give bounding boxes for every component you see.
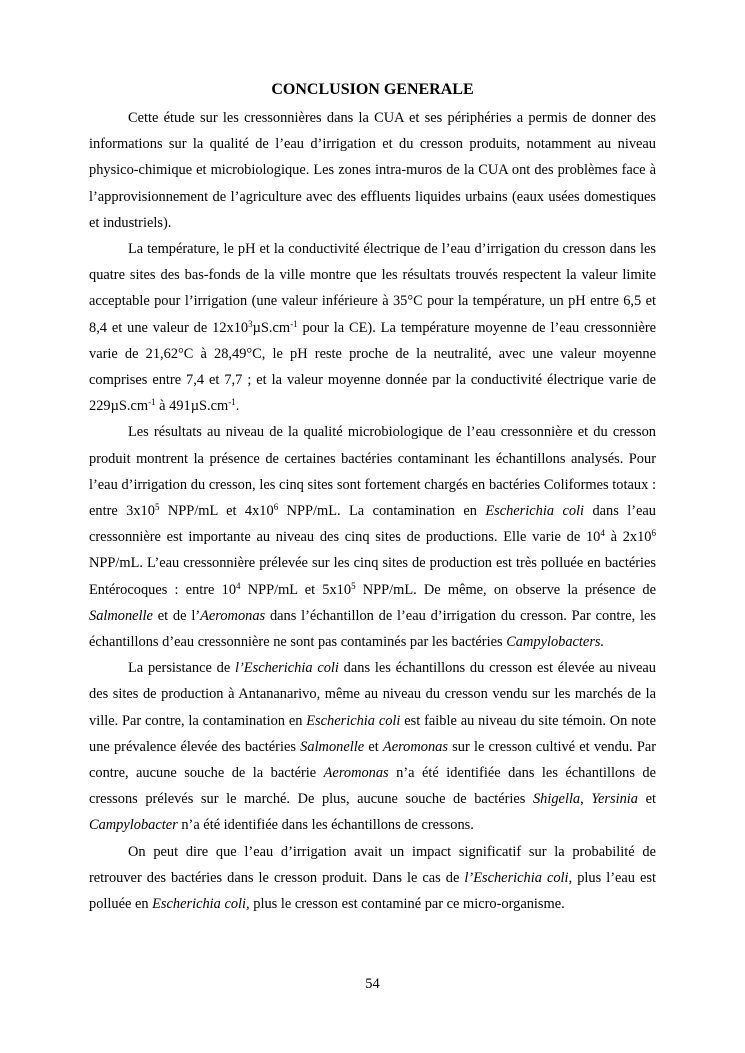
p3-superscript-4: 6 <box>651 528 656 539</box>
p2-superscript-2: -1 <box>290 318 298 329</box>
p3-italic-4: Campylobacters. <box>506 634 605 651</box>
p3-text-7: NPP/mL et 5x10 <box>240 581 352 598</box>
p3-superscript-3: 4 <box>600 528 605 539</box>
p4-italic-4: Aeromonas <box>382 738 448 755</box>
page-number: 54 <box>365 976 380 992</box>
p3-text-8: NPP/mL. De même, on observe la présence de <box>355 581 656 598</box>
conclusion-body <box>89 105 656 917</box>
p3-text-2: NPP/mL et 4x10 <box>159 503 274 520</box>
p3-superscript-5: 4 <box>236 580 241 591</box>
p3-text-9: et de l’ <box>152 607 201 624</box>
p5-italic-2: Escherichia coli, <box>152 896 250 913</box>
p2-text-2: µS.cm <box>252 319 291 336</box>
p1-text: Cette étude sur les cressonnières dans la CUA et ses périphéries a permis de donner des informations sur la qualité de l’eau d’irrigation et du cresson produits, notamment au niveau physico-chimique et microbiologique. Les zones intra-muros de la CUA ont des problèmes face à l’approvisionnement de l’agriculture avec des effluents liquides urbains (eaux usées domestiques et industriels). <box>89 110 656 231</box>
paragraph-4 <box>89 655 656 838</box>
p4-italic-7: Yersinia <box>591 791 639 808</box>
p3-text-10: dans l’échantillon de l’eau d’irrigation du cresson. Par contre, les échantillons d’eau cressonnière ne sont pas contaminés par les bactéries <box>89 607 656 651</box>
p4-text-7: , <box>580 791 592 808</box>
p3-text-5: à 2x10 <box>604 529 652 546</box>
paragraph-3 <box>89 419 656 655</box>
p4-italic-6: Shigella <box>532 791 581 808</box>
paragraph-2 <box>89 236 656 419</box>
p2-superscript-3: -1 <box>148 397 156 408</box>
page-title: CONCLUSION GENERALE <box>271 81 474 98</box>
p4-italic-2: Escherichia coli <box>306 712 401 729</box>
p5-text-2: , plus l’eau est polluée en <box>89 869 656 913</box>
p2-text-1: La température, le pH et la conductivité électrique de l’eau d’irrigation du cresson dans les quatre sites des bas-fonds de la ville montre que les résultats trouvés respectent la valeur limite acceptable pour l’irrigation (une valeur inférieure à 35°C pour la température, un pH entre 6,5 et 8,4 et une valeur de 12x10 <box>89 241 656 336</box>
p2-text-4: à 491µS.cm <box>155 398 229 415</box>
paragraph-5 <box>89 839 656 918</box>
p5-text-1: On peut dire que l’eau d’irrigation avait un impact significatif sur la probabilité de retrouver des bactéries dans le cresson produit. Dans le cas de <box>89 843 656 886</box>
p4-text-5: sur le cresson cultivé et vendu. Par contre, aucune souche de la bactérie <box>89 738 656 782</box>
p4-text-4: et <box>364 738 383 755</box>
p5-text-3: plus le cresson est contaminé par ce micro-organisme. <box>249 896 565 913</box>
p3-italic-1: Escherichia coli <box>485 503 585 520</box>
p4-italic-3: Salmonelle <box>300 738 365 755</box>
p3-superscript-2: 6 <box>273 502 279 513</box>
p2-superscript-4: -1 <box>228 397 236 408</box>
p3-text-6: NPP/mL. L’eau cressonnière prélevée sur les cinq sites de production est très polluée en bactéries Entérocoques : entre 10 <box>89 555 656 598</box>
paragraph-1 <box>89 105 656 236</box>
p4-text-9: n’a été identifiée dans les échantillons de cressons. <box>177 817 474 834</box>
p4-italic-5: Aeromonas <box>323 765 389 782</box>
p2-text-5: . <box>235 398 240 415</box>
p5-italic-1: l’Escherichia coli <box>464 869 569 886</box>
p2-text-3: pour la CE). La température moyenne de l’eau cressonnière varie de 21,62°C à 28,49°C, le pH reste proche de la neutralité, avec une valeur moyenne comprises entre 7,4 et 7,7 ; et la valeur moyenne donnée par la conductivité électrique varie de 229µS.cm <box>89 319 657 415</box>
p4-italic-1: l’Escherichia coli <box>235 660 339 677</box>
p3-text-4: dans l’eau cressonnière est importante au niveau des cinq sites de productions. Elle varie de 10 <box>89 503 657 546</box>
p4-text-3: est faible au niveau du site témoin. On note une prévalence élevée des bactéries <box>89 712 656 755</box>
p4-text-6: n’a été identifiée dans les échantillons de cressons prélevés sur le marché. De plus, aucune souche de bactéries <box>89 765 656 808</box>
p3-text-3: NPP/mL. La contamination en <box>278 503 486 520</box>
p4-text-2: dans les échantillons du cresson est élevée au niveau des sites de production à Antananarivo, même au niveau du cresson vendu sur les marchés de la ville. Par contre, la contamination en <box>89 660 657 729</box>
p3-italic-2: Salmonelle <box>89 607 153 624</box>
p3-superscript-6: 5 <box>351 580 356 591</box>
p3-superscript-1: 5 <box>154 502 160 513</box>
p4-text-8: et <box>638 791 656 808</box>
p4-italic-8: Campylobacter <box>89 817 178 834</box>
p4-text-1: La persistance de <box>128 660 236 677</box>
p3-italic-3: Aeromonas <box>200 607 266 624</box>
p2-superscript-1: 3 <box>248 318 253 329</box>
p3-text-1: Les résultats au niveau de la qualité microbiologique de l’eau cressonnière et du cresson produit montrent la présence de certaines bactéries contaminant les échantillons analysés. Pour l’eau d’irrigation du cresson, les cinq sites sont fortement chargés en bactéries Coliformes totaux : entre 3x10 <box>89 424 656 520</box>
